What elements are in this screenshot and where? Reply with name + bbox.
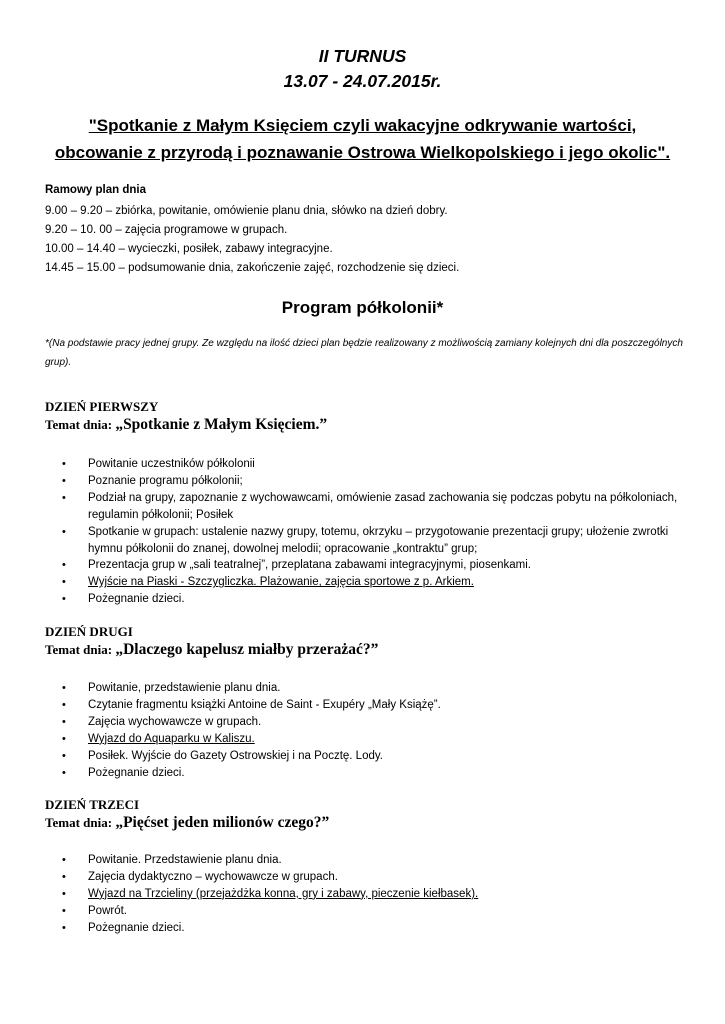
topic-title: „Pięćset jeden milionów czego?” [115, 814, 330, 831]
bullet-icon: • [62, 904, 66, 917]
bullet-icon: • [62, 887, 66, 900]
list-item-text: Wyjście na Piaski - Szczygliczka. Plażowanie, zajęcia sportowe z p. Arkiem. [88, 576, 474, 589]
day-topic [45, 415, 695, 434]
bullet-icon: • [62, 766, 66, 779]
title-line-2: obcowanie z przyrodą i poznawanie Ostrowa Wielkopolskiego i jego okolic". [54, 143, 671, 162]
topic-title: „Dlaczego kapelusz miałby przerażać?” [115, 641, 379, 658]
plan-heading: Ramowy plan dnia [45, 184, 146, 196]
bullet-icon: • [62, 559, 66, 572]
plan-schedule [45, 202, 459, 278]
topic-prefix: Temat dnia: [45, 417, 116, 432]
list-item-text: Pożegnanie dzieci. [88, 921, 185, 934]
bullet-icon: • [62, 854, 66, 866]
list-item-text: Powitanie uczestników półkolonii [88, 458, 255, 470]
list-item [62, 748, 680, 765]
plan-line: 9.00 – 9.20 – zbiórka, powitanie, omówienie planu dnia, słówko na dzień dobry. [45, 205, 448, 217]
bullet-icon: • [62, 732, 66, 745]
document-title [20, 112, 705, 166]
program-note: *(Na podstawie pracy jednej grupy. Ze względu na ilość dzieci plan będzie realizowany z możliwością zamiany kolejnych dni dla poszczególnych grup). [45, 338, 683, 368]
list-item [62, 920, 680, 937]
list-item-text: Posiłek. Wyjście do Gazety Ostrowskiej i na Pocztę. Lody. [88, 749, 383, 762]
list-item [62, 456, 680, 473]
program-title: Program półkolonii* [281, 298, 444, 317]
bullet-icon: • [62, 576, 66, 589]
list-item-text: Prezentacja grup w „sali teatralnej”, przeplatana zabawami integracyjnymi, piosenkami. [88, 559, 531, 572]
day-2-header [45, 624, 695, 659]
list-item [62, 490, 680, 524]
list-item-text: Podział na grupy, zapoznanie z wychowawcami, omówienie zasad zachowania się podczas pobytu na półkoloniach, regulamin półkolonii; Posiłek [88, 491, 678, 521]
list-item [62, 697, 680, 714]
day-topic [45, 640, 695, 659]
plan-line: 14.45 – 15.00 – podsumowanie dnia, zakończenie zajęć, rozchodzenie się dzieci. [45, 262, 460, 274]
list-item [62, 680, 680, 697]
list-item [62, 765, 680, 782]
day-name: DZIEŃ DRUGI [45, 624, 133, 639]
day-name: DZIEŃ PIERWSZY [45, 399, 159, 414]
list-item-text: Zajęcia dydaktyczno – wychowawcze w grupach. [88, 870, 338, 883]
bullet-icon: • [62, 682, 66, 694]
day-1-header [45, 399, 695, 434]
list-item-text: Wyjazd na Trzcieliny (przejażdżka konna, gry i zabawy, pieczenie kiełbasek). [88, 887, 479, 900]
day-1-activity-list [62, 456, 680, 608]
list-item-text: Zajęcia wychowawcze w grupach. [88, 715, 262, 728]
list-item [62, 591, 680, 608]
list-item [62, 731, 680, 748]
day-3-header [45, 797, 695, 832]
bullet-icon: • [62, 698, 66, 711]
list-item-text: Powitanie, przedstawienie planu dnia. [88, 682, 281, 694]
bullet-icon: • [62, 921, 66, 934]
topic-prefix: Temat dnia: [45, 642, 116, 657]
bullet-icon: • [62, 870, 66, 883]
list-item [62, 869, 680, 886]
bullet-icon: • [62, 491, 66, 504]
bullet-icon: • [62, 525, 66, 538]
bullet-icon: • [62, 715, 66, 728]
bullet-icon: • [62, 458, 66, 470]
list-item-text: Pożegnanie dzieci. [88, 593, 185, 606]
day-topic [45, 813, 695, 832]
title-line-1: "Spotkanie z Małym Księciem czyli wakacyjne odkrywanie wartości, [88, 116, 637, 135]
list-item-text: Wyjazd do Aquaparku w Kaliszu. [88, 732, 255, 745]
plan-line: 10.00 – 14.40 – wycieczki, posiłek, zabawy integracyjne. [45, 243, 333, 255]
day-name: DZIEŃ TRZECI [45, 797, 140, 812]
bullet-icon: • [62, 474, 66, 487]
list-item-text: Spotkanie w grupach: ustalenie nazwy grupy, totemu, okrzyku – przygotowanie prezentacji grupy; ułożenie zwrotki hymnu półkolonii do znanej, dowolnej melodii; opracowanie „kontraktu” grup; [88, 525, 669, 555]
list-item [62, 473, 680, 490]
turnus-label: II TURNUS [318, 46, 407, 66]
list-item [62, 574, 680, 591]
turnus-header [0, 44, 725, 94]
list-item [62, 852, 680, 869]
turnus-dates: 13.07 - 24.07.2015r. [283, 71, 442, 91]
plan-line: 9.20 – 10. 00 – zajęcia programowe w grupach. [45, 224, 288, 236]
list-item-text: Czytanie fragmentu książki Antoine de Saint - Exupéry „Mały Książę”. [88, 698, 441, 711]
list-item-text: Powrót. [88, 904, 127, 917]
list-item [62, 903, 680, 920]
bullet-icon: • [62, 593, 66, 606]
bullet-icon: • [62, 749, 66, 762]
day-2-activity-list [62, 680, 680, 781]
list-item [62, 557, 680, 574]
topic-title: „Spotkanie z Małym Księciem.” [115, 416, 328, 433]
list-item [62, 524, 680, 558]
list-item [62, 886, 680, 903]
topic-prefix: Temat dnia: [45, 815, 116, 830]
list-item-text: Poznanie programu półkolonii; [88, 474, 243, 487]
list-item-text: Powitanie. Przedstawienie planu dnia. [88, 854, 282, 866]
list-item [62, 714, 680, 731]
list-item-text: Pożegnanie dzieci. [88, 766, 185, 779]
day-3-activity-list [62, 852, 680, 937]
